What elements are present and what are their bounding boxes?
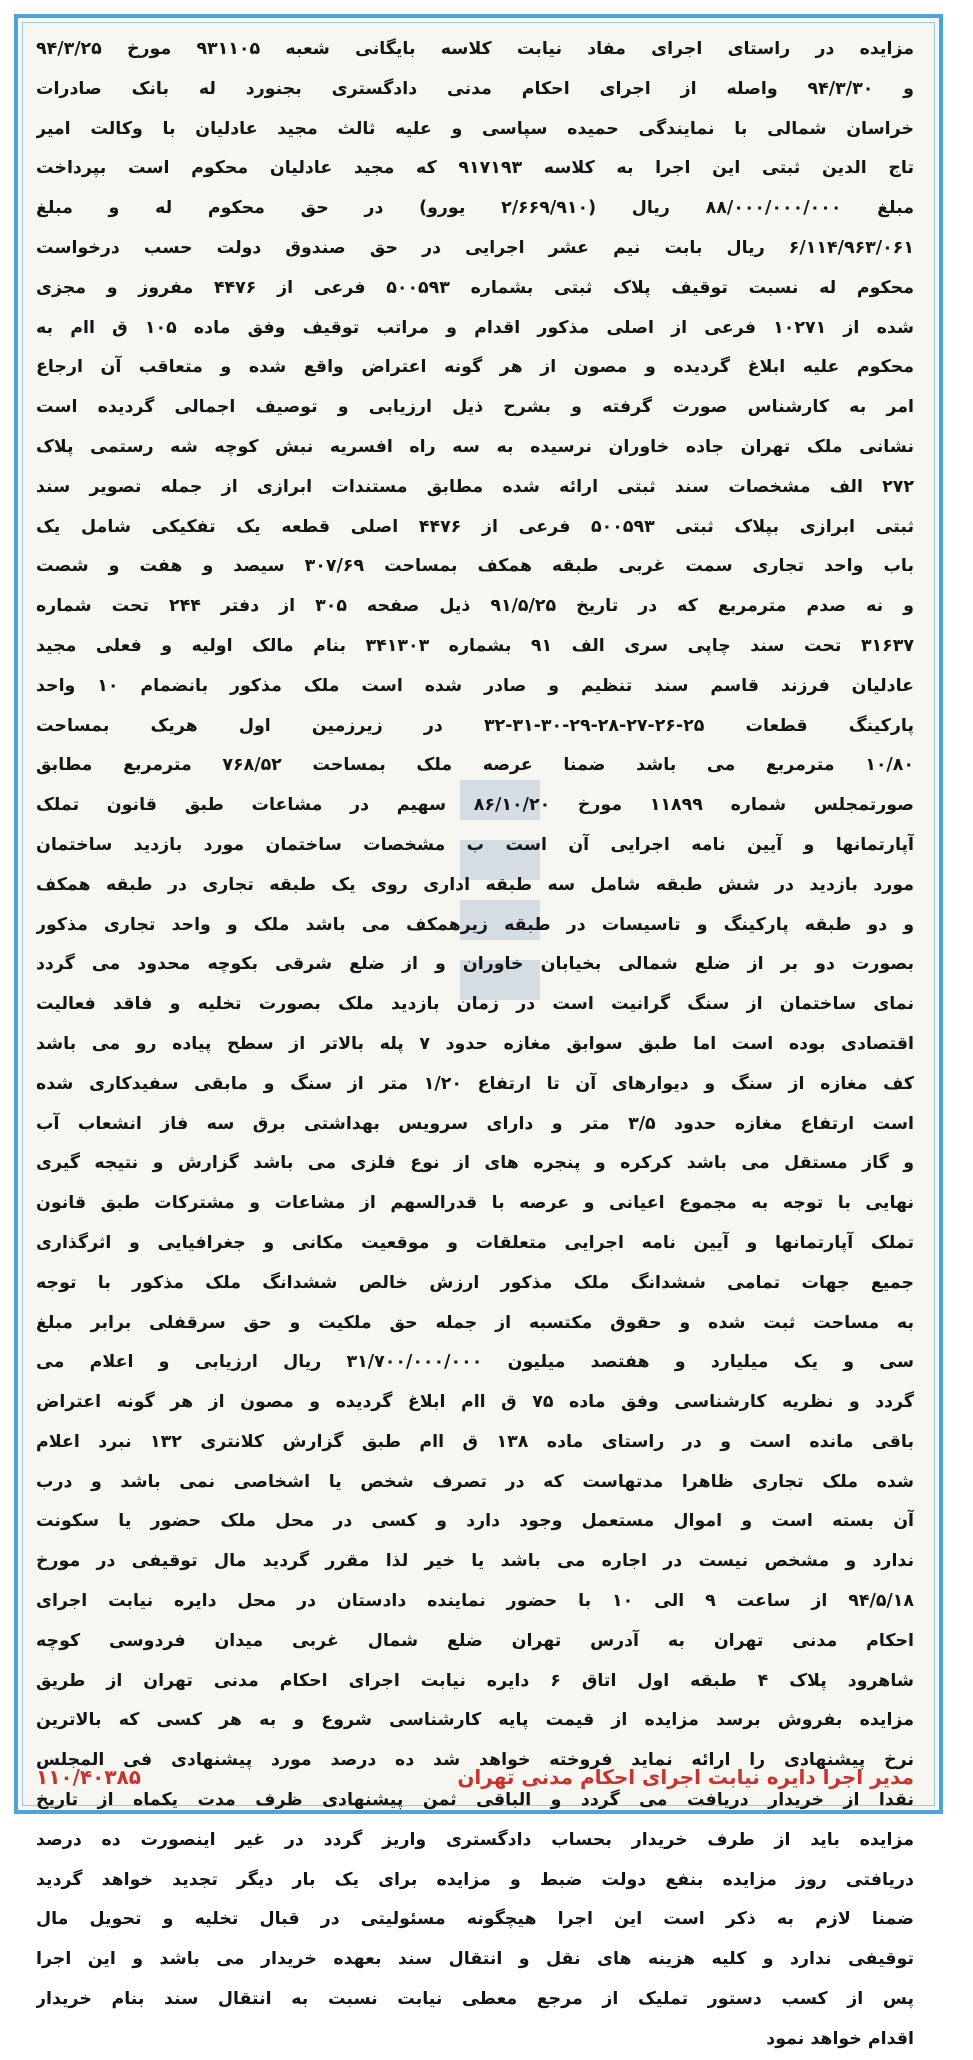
footer-signature: مدیر اجرا دایره نیابت اجرای احکام مدنی تهران: [457, 1765, 914, 1789]
notice-line: باقی مانده است و در راستای ماده ۱۳۸ ق اام طبق گزارش کلانتری ۱۳۲ نبرد اعلام: [36, 1431, 914, 1452]
notice-line: به مساحت ثبت شده و حقوق مکتسبه از جمله حق ملکیت و حق سرقفلی برابر مبلغ: [36, 1312, 914, 1333]
notice-line: نهایی با توجه به مجموع اعیانی و عرصه با قدرالسهم از مشاعات و مشترکات طبق قانون: [36, 1193, 914, 1214]
notice-line: آن بسته است و اموال مستعمل وجود دارد و کسی در محل ملک حضور یا سکونت: [36, 1511, 914, 1532]
notice-line: شده از ۱۰۲۷۱ فرعی از اصلی مذکور اقدام و مراتب توقیف وفق ماده ۱۰۵ ق اام به: [36, 317, 914, 338]
notice-line: شده ملک تجاری ظاهرا مدتهاست که در تصرف شخص یا اشخاصی نمی باشد و درب: [36, 1471, 914, 1492]
notice-line: جمیع جهات تمامی ششدانگ ملک مذکور ارزش خالص ششدانگ ملک مذکور با توجه: [36, 1272, 914, 1293]
notice-line: مزایده بفروش برسد مزایده از قیمت پایه کارشناسی شروع و به هر کسی که بالاترین: [36, 1710, 914, 1731]
notice-line: ۱۰/۸۰ مترمربع می باشد ضمنا عرصه ملک بمساحت ۷۶۸/۵۲ مترمربع مطابق: [36, 755, 914, 776]
notice-line: احکام مدنی تهران به آدرس تهران ضلع شمال غربی میدان فردوسی کوچه: [36, 1630, 914, 1651]
notice-line: و گاز مستقل می باشد کرکره و پنجره های از نوع فلزی می باشد گزارش و نتیجه گیری: [36, 1153, 914, 1174]
notice-line: توقیفی ندارد و کلیه هزینه های نقل و انتقال سند بعهده خریدار می باشد و این اجرا: [36, 1949, 914, 1970]
notice-line: تملک آپارتمانها و آیین نامه اجرایی متعلقات و موقعیت مکانی و جغرافیایی و اثرگذاری: [36, 1232, 914, 1253]
notice-line: محکوم له نسبت توقیف پلاک ثبتی بشماره ۵۰۰۵۹۳ فرعی از ۴۴۷۶ مفروز و مجزی: [36, 277, 914, 298]
notice-line: ثبتی ابرازی بپلاک ثبتی ۵۰۰۵۹۳ فرعی از ۴۴۷۶ اصلی قطعه یک تفکیکی شامل یک: [36, 516, 914, 537]
notice-line: و نه صدم مترمربع که در تاریخ ۹۱/۵/۲۵ ذیل صفحه ۳۰۵ از دفتر ۲۴۴ تحت شماره: [36, 596, 914, 617]
notice-line: ضمنا لازم به ذکر است این اجرا هیچگونه مسئولیتی در قبال تخلیه و تحویل مال: [36, 1909, 914, 1930]
notice-line: محکوم علیه ابلاغ گردیده و مصون از هر گونه اعتراض واقع شده و متعاقب آن ارجاع: [36, 357, 914, 378]
notice-line: پارکینگ قطعات ۲۵-۲۶-۲۷-۲۸-۲۹-۳۰-۳۱-۳۲ در زیرزمین اول هریک بمساحت: [36, 715, 914, 736]
notice-line: گردد و نظریه کارشناسی وفق ماده ۷۵ ق اام ابلاغ گردیده و مصون از هر گونه اعتراض: [36, 1392, 914, 1413]
notice-line: خراسان شمالی با نمایندگی حمیده سپاسی و علیه ثالث مجید عادلیان با وکالت امیر: [36, 118, 914, 139]
notice-line: کف مغازه از سنگ و دیوارهای آن تا ارتفاع ۱/۲۰ متر از سنگ و مابقی سفیدکاری شده: [36, 1073, 914, 1094]
notice-line: مزایده باید از طرف خریدار بحساب دادگستری واریز گردد در غیر اینصورت ده درصد: [36, 1829, 914, 1850]
notice-line: ۲۷۲ الف مشخصات سند ثبتی ارائه شده مطابق مستندات ابرازی از جمله تصویر سند: [36, 476, 914, 497]
notice-line: نرخ پیشنهادی را ارائه نماید فروخته خواهد شد ده درصد مورد پیشنهادی فی المجلس: [36, 1750, 914, 1771]
notice-line: مزایده در راستای اجرای مفاد نیابت کلاسه بایگانی شعبه ۹۳۱۱۰۵ مورخ ۹۴/۳/۲۵: [36, 39, 914, 59]
notice-line: مبلغ ۸۸/۰۰۰/۰۰۰/۰۰۰ ریال (۲/۶۶۹/۹۱۰ یورو) در حق محکوم له و مبلغ: [36, 198, 914, 219]
notice-line: پس از کسب دستور تملیک از مرجع معطی نیابت نسبت به انتقال سند بنام خریدار: [36, 1989, 914, 2010]
notice-line: و دو طبقه پارکینگ و تاسیسات در طبقه زیرهمکف می باشد ملک و واحد تجاری مذکور: [36, 914, 914, 935]
notice-line: بصورت دو بر از ضلع شمالی بخیابان خاوران و از ضلع شرقی بکوچه محدود می گردد: [36, 954, 914, 975]
notice-line: است ارتفاع مغازه حدود ۳/۵ متر و دارای سرویس بهداشتی برق سه فاز انشعاب آب: [36, 1113, 914, 1134]
notice-line: اقتصادی بوده است اما طبق سوابق مغازه حدود ۷ پله بالاتر از سطح پیاده رو می باشد: [36, 1033, 914, 1054]
notice-line: دریافتی روز مزایده بنفع دولت ضبط و مزایده برای یک بار دیگر تجدید خواهد گردید: [36, 1869, 914, 1890]
notice-line: اقدام خواهد نمود: [766, 2028, 914, 2049]
notice-line: آپارتمانها و آیین نامه اجرایی آن است ب مشخصات ساختمان مورد بازدید ساختمان: [36, 834, 914, 855]
notice-line: ۹۴/۵/۱۸ از ساعت ۹ الی ۱۰ با حضور نماینده دادستان در محل دایره نیابت اجرای: [36, 1591, 914, 1612]
notice-line: شاهرود پلاک ۴ طبقه اول اتاق ۶ دایره نیابت اجرای احکام مدنی تهران از طریق: [36, 1670, 914, 1691]
notice-line: نشانی ملک تهران جاده خاوران نرسیده به سه راه افسریه نبش کوچه شه رستمی پلاک: [36, 436, 914, 457]
notice-line: ندارد و مشخص نیست در اجاره می باشد یا خیر لذا مقرر گردید مال توقیفی در مورخ: [36, 1551, 914, 1572]
notice-line: صورتمجلس شماره ۱۱۸۹۹ مورخ ۸۶/۱۰/۲۰ سهیم در مشاعات طبق قانون تملک: [36, 795, 914, 816]
notice-line: عادلیان فرزند قاسم سند تنظیم و صادر شده است ملک مذکور بانضمام ۱۰ واحد: [36, 675, 914, 696]
notice-line: ۶/۱۱۴/۹۶۳/۰۶۱ ریال بابت نیم عشر اجرایی در حق صندوق دولت حسب درخواست: [36, 237, 914, 258]
notice-body: [36, 30, 914, 2060]
notice-line: ۳۱۶۳۷ تحت سند چاپی سری الف ۹۱ بشماره ۳۴۱۳۰۳ بنام مالک اولیه و فعلی مجید: [36, 635, 914, 656]
notice-line: امر به کارشناس صورت گرفته و بشرح ذیل ارزیابی و توصیف اجمالی گردیده است: [36, 397, 914, 418]
notice-line: باب واحد تجاری سمت غربی طبقه همکف بمساحت ۳۰۷/۶۹ سیصد و هفت و شصت: [36, 556, 914, 577]
notice-line: مورد بازدید در شش طبقه شامل سه طبقه اداری روی یک طبقه تجاری در طبقه همکف: [36, 874, 914, 895]
notice-line: تاج الدین ثبتی این اجرا به کلاسه ۹۱۷۱۹۳ که مجید عادلیان محکوم است بپرداخت: [36, 158, 914, 179]
notice-line: نمای ساختمان از سنگ گرانیت است در زمان بازدید ملک بصورت تخلیه و فاقد فعالیت: [36, 994, 914, 1015]
notice-line: نقدا از خریدار دریافت می گردد و الباقی ثمن پیشنهادی ظرف مدت یکماه از تاریخ: [36, 1790, 914, 1811]
notice-line: و ۹۴/۳/۳۰ واصله از اجرای احکام مدنی دادگستری بجنورد له بانک صادرات: [36, 78, 914, 99]
notice-line: سی و یک میلیارد و هفتصد میلیون ۳۱/۷۰۰/۰۰۰/۰۰۰ ریال ارزیابی و اعلام می: [36, 1352, 914, 1373]
notice-footer: [36, 1765, 914, 1799]
footer-number: ۱۱۰/۴۰۳۸۵: [36, 1765, 141, 1789]
